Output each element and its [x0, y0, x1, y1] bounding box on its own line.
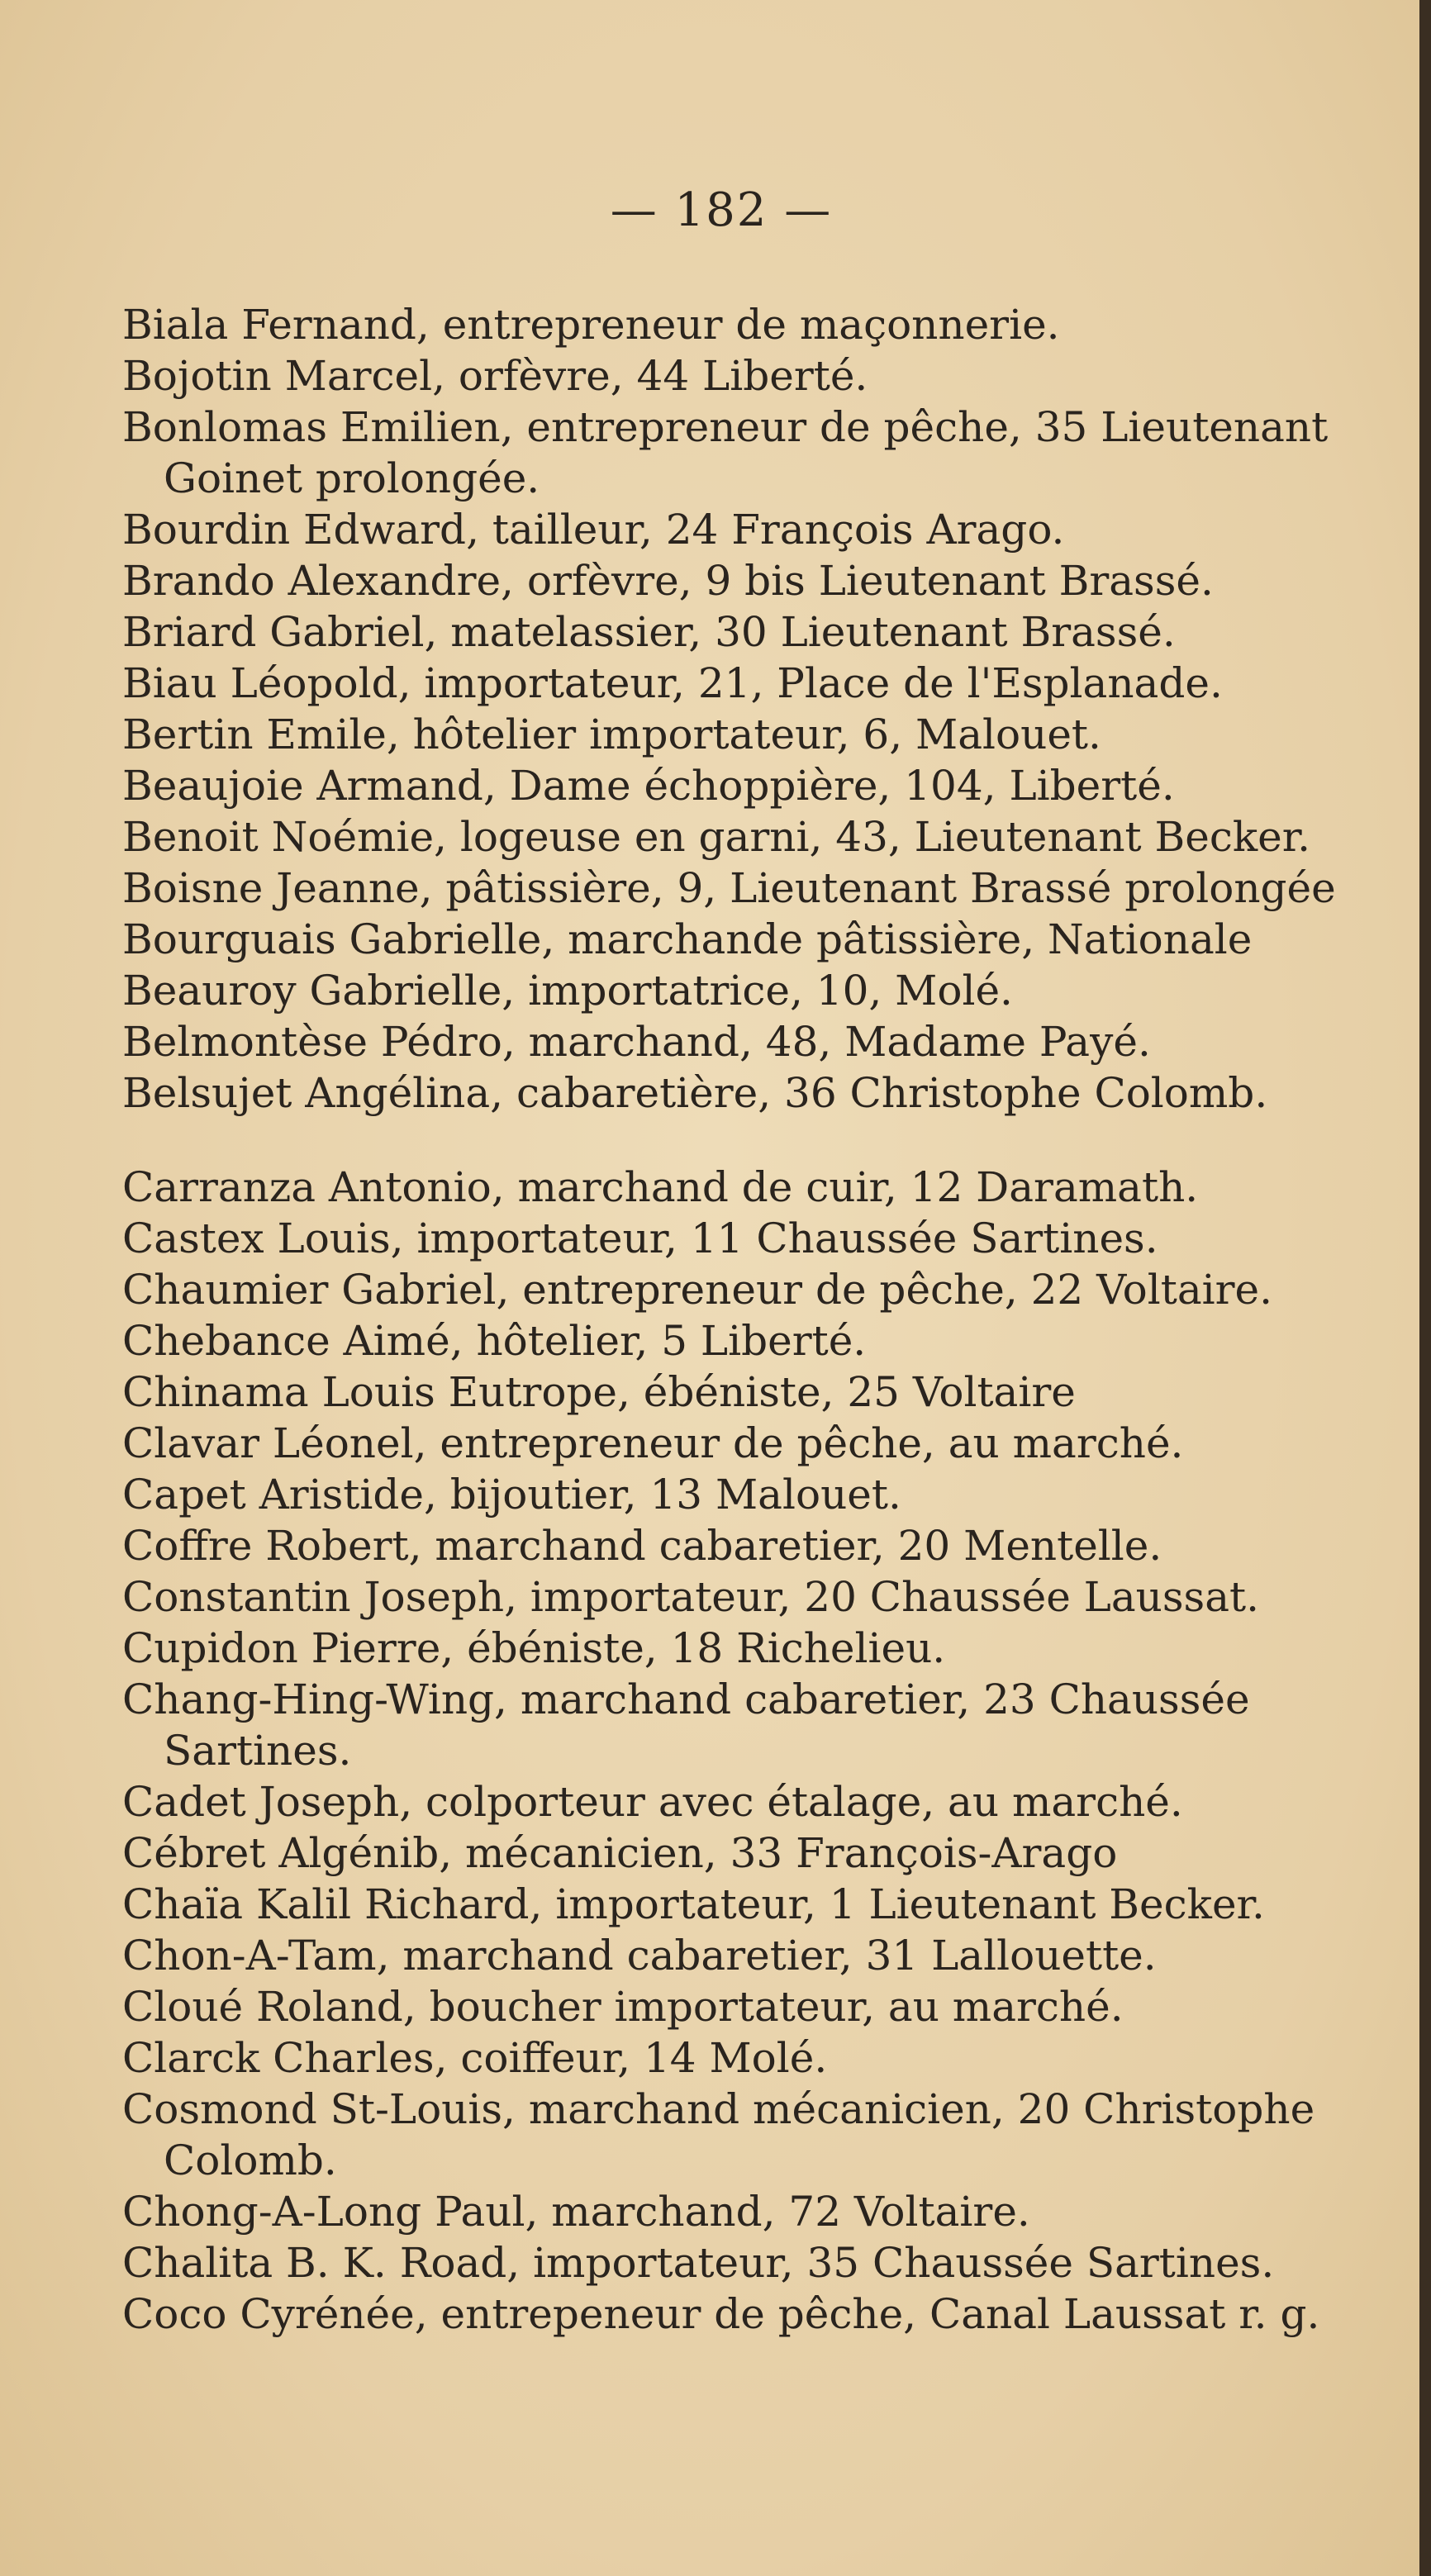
document-page	[122, 182, 1345, 2340]
list-item: Clavar Léonel, entrepreneur de pêche, au marché.	[122, 1419, 1184, 1467]
list-item: Constantin Joseph, importateur, 20 Chaussée Laussat.	[122, 1573, 1260, 1621]
list-item: Boisne Jeanne, pâtissière, 9, Lieutenant Brassé prolongée	[122, 864, 1336, 912]
list-item: Capet Aristide, bijoutier, 13 Malouet.	[122, 1471, 901, 1519]
list-item: Briard Gabriel, matelassier, 30 Lieutenant Brassé.	[122, 608, 1176, 656]
page-edge-shadow	[1419, 0, 1431, 2576]
list-item: Chong-A-Long Paul, marchand, 72 Voltaire.	[122, 2188, 1030, 2236]
list-item: Chaïa Kalil Richard, importateur, 1 Lieutenant Becker.	[122, 1880, 1265, 1928]
list-item: Castex Louis, importateur, 11 Chaussée Sartines.	[122, 1214, 1158, 1262]
list-item: Chebance Aimé, hôtelier, 5 Liberté.	[122, 1317, 867, 1365]
list-item: Cupidon Pierre, ébéniste, 18 Richelieu.	[122, 1624, 946, 1672]
list-item: Bonlomas Emilien, entrepreneur de pêche, 35 Lieutenant Goinet prolongée.	[122, 403, 1329, 502]
list-item: Biau Léopold, importateur, 21, Place de l'Esplanade.	[122, 659, 1223, 707]
entries-c-list	[122, 1162, 1345, 2340]
list-item: Bourdin Edward, tailleur, 24 François Arago.	[122, 506, 1065, 554]
list-item: Coco Cyrénée, entrepeneur de pêche, Canal Laussat r. g.	[122, 2290, 1320, 2338]
list-item: Coffre Robert, marchand cabaretier, 20 Mentelle.	[122, 1522, 1162, 1570]
list-item: Clarck Charles, coiffeur, 14 Molé.	[122, 2034, 828, 2082]
list-item: Bertin Emile, hôtelier importateur, 6, Malouet.	[122, 711, 1101, 758]
list-item: Chalita B. K. Road, importateur, 35 Chaussée Sartines.	[122, 2239, 1275, 2287]
list-item: Chinama Louis Eutrope, ébéniste, 25 Voltaire	[122, 1368, 1076, 1416]
list-item: Chon-A-Tam, marchand cabaretier, 31 Lallouette.	[122, 1932, 1157, 1980]
list-item: Belmontèse Pédro, marchand, 48, Madame Payé.	[122, 1018, 1151, 1066]
entries-b-list	[122, 299, 1345, 1119]
list-item: Bojotin Marcel, orfèvre, 44 Liberté.	[122, 352, 868, 400]
page-number: — 182 —	[610, 183, 833, 237]
list-item: Cébret Algénib, mécanicien, 33 François-Arago	[122, 1829, 1118, 1877]
section-gap	[122, 1119, 1345, 1162]
list-item: Chaumier Gabriel, entrepreneur de pêche, 22 Voltaire.	[122, 1266, 1273, 1314]
list-item: Benoit Noémie, logeuse en garni, 43, Lieutenant Becker.	[122, 813, 1311, 861]
list-item: Carranza Antonio, marchand de cuir, 12 Daramath.	[122, 1163, 1199, 1211]
list-item: Cloué Roland, boucher importateur, au marché.	[122, 1983, 1124, 2031]
list-item: Bourguais Gabrielle, marchande pâtissière, Nationale	[122, 915, 1253, 963]
list-item: Beauroy Gabrielle, importatrice, 10, Molé.	[122, 967, 1013, 1015]
list-item: Belsujet Angélina, cabaretière, 36 Christophe Colomb.	[122, 1069, 1268, 1117]
list-item: Biala Fernand, entrepreneur de maçonnerie.	[122, 301, 1060, 349]
list-item: Beaujoie Armand, Dame échoppière, 104, Liberté.	[122, 762, 1175, 810]
list-item: Chang-Hing-Wing, marchand cabaretier, 23 Chaussée Sartines.	[122, 1675, 1250, 1775]
list-item: Brando Alexandre, orfèvre, 9 bis Lieutenant Brassé.	[122, 557, 1214, 605]
list-item: Cosmond St-Louis, marchand mécanicien, 20 Christophe Colomb.	[122, 2085, 1315, 2184]
list-item: Cadet Joseph, colporteur avec étalage, au marché.	[122, 1778, 1183, 1826]
